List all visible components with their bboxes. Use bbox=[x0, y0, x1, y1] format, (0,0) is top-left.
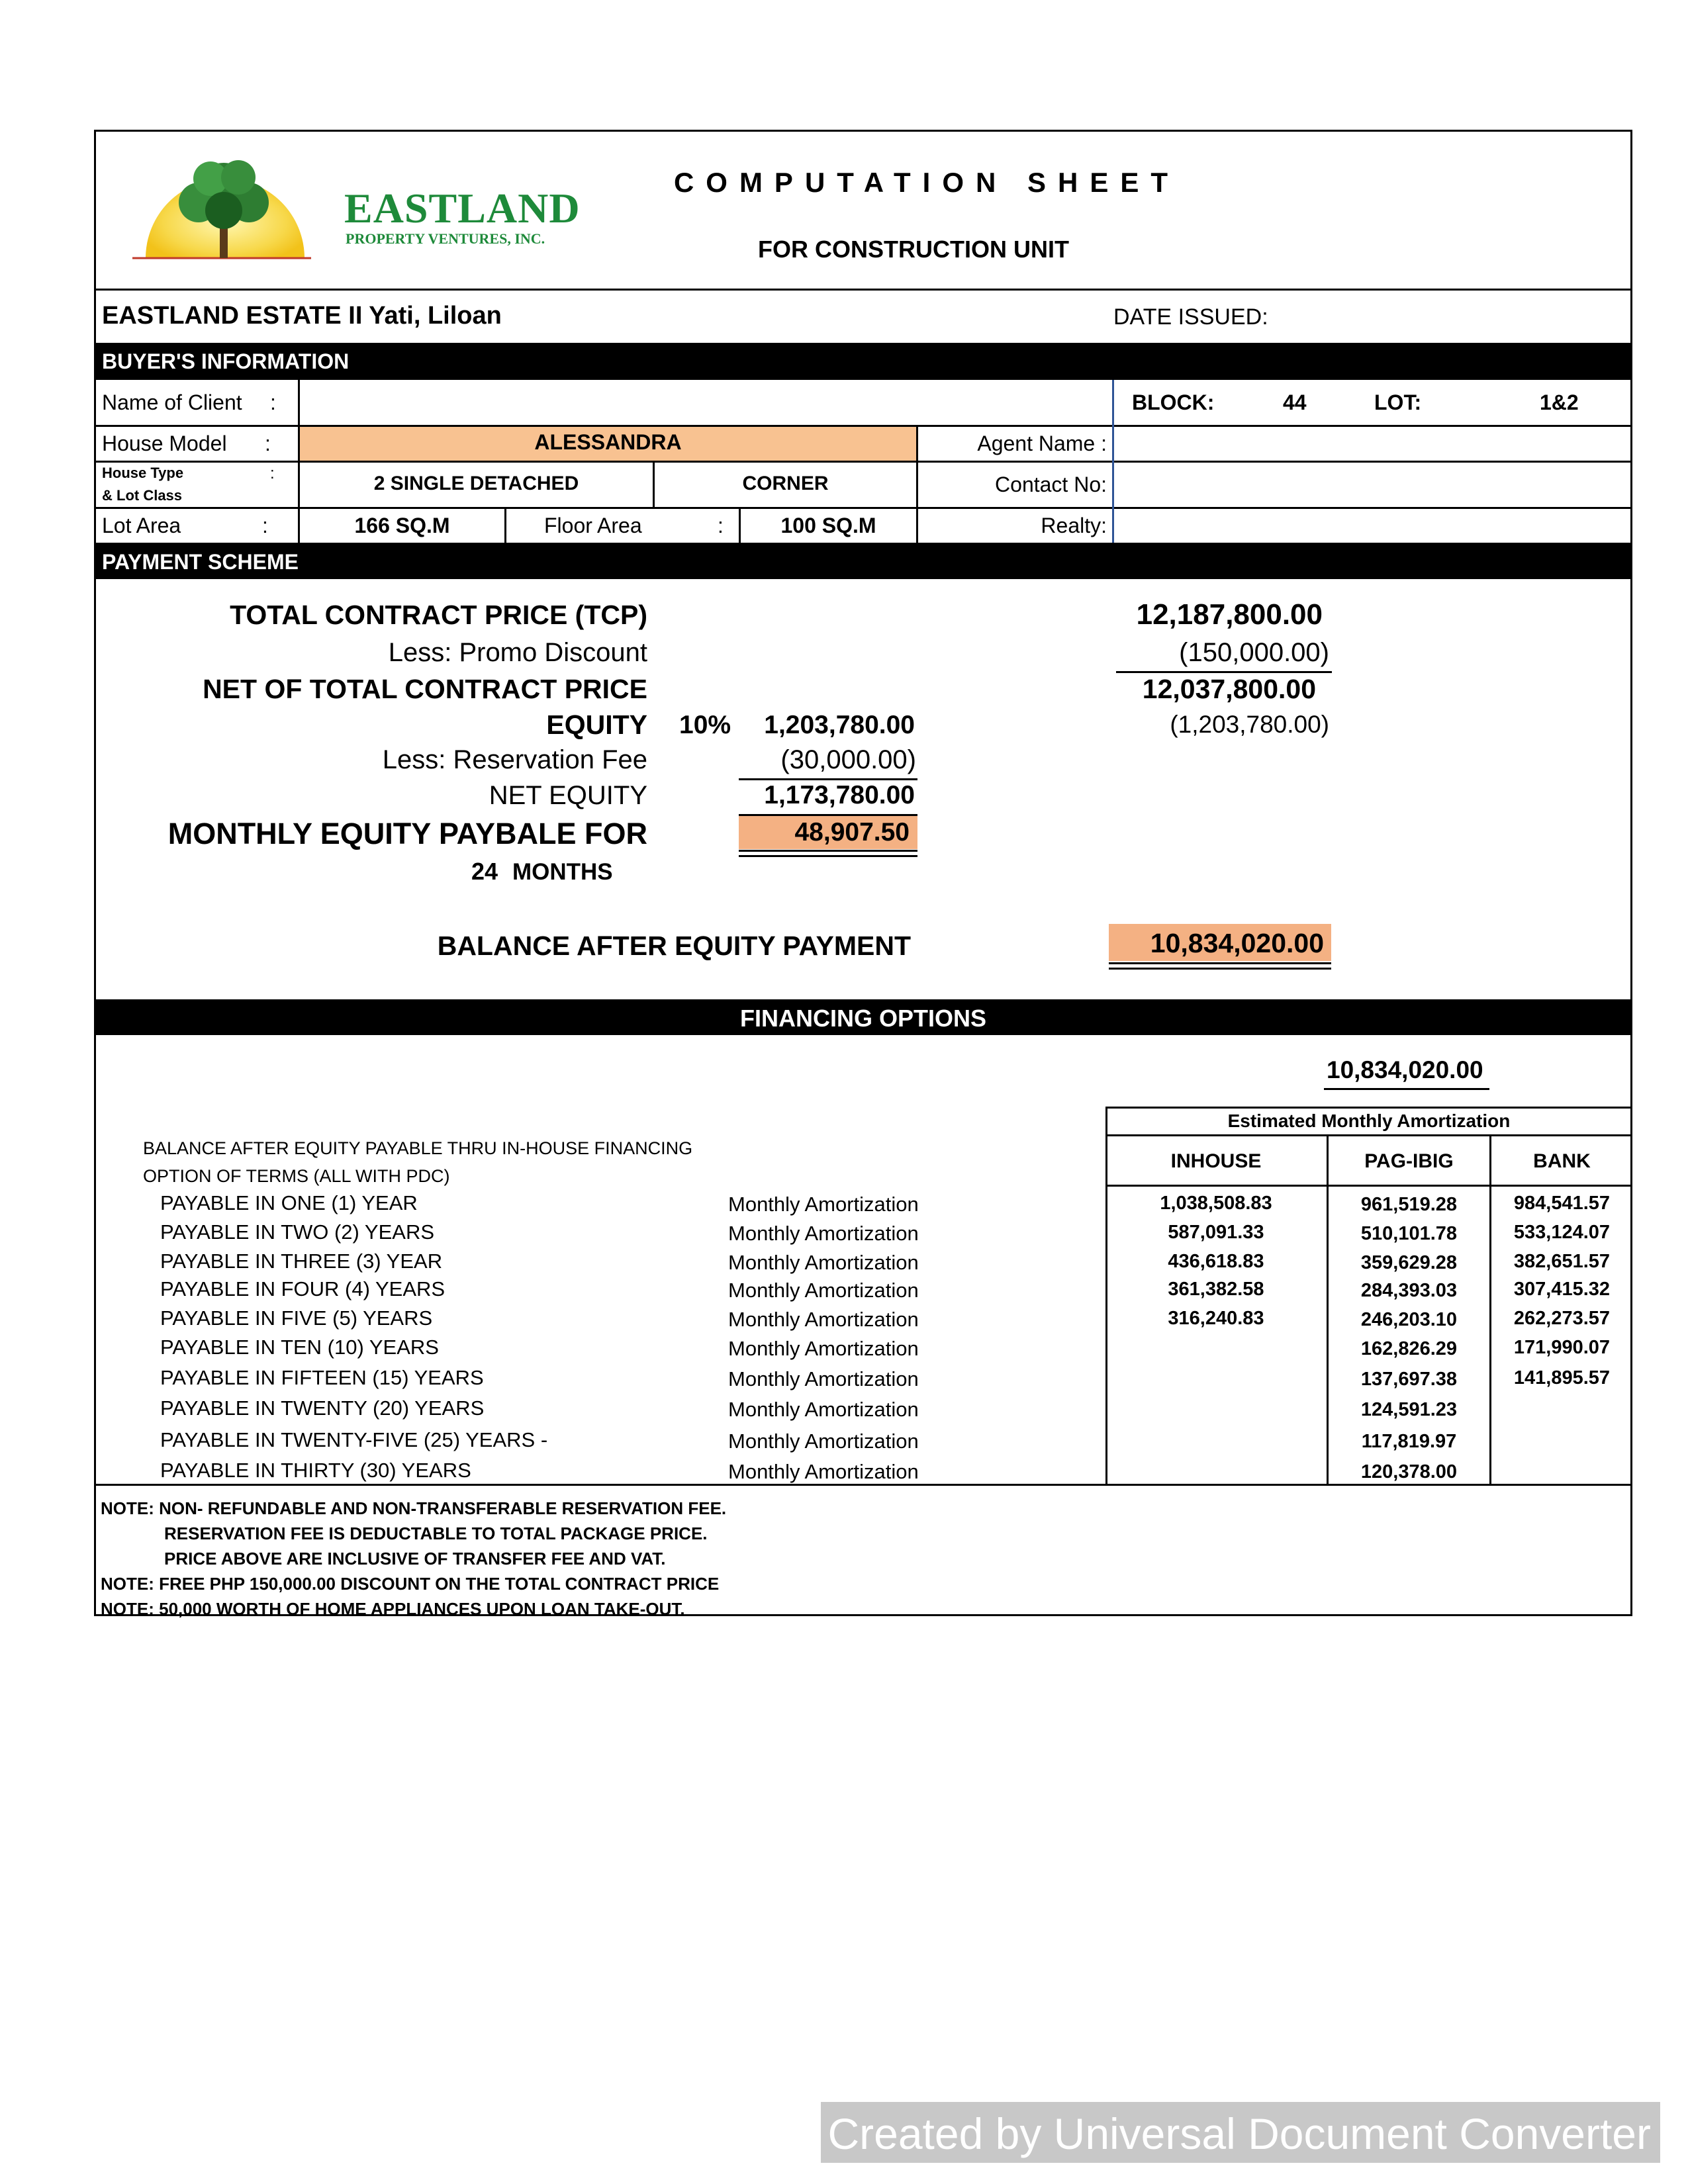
double-underline bbox=[739, 850, 917, 852]
grid-line bbox=[1112, 380, 1114, 543]
promo-label: Less: Promo Discount bbox=[388, 638, 647, 667]
pagibig-value: 117,819.97 bbox=[1361, 1431, 1457, 1452]
payment-scheme-header bbox=[94, 545, 1632, 579]
bank-value: 141,895.57 bbox=[1513, 1367, 1611, 1388]
block-value: 44 bbox=[1283, 390, 1307, 414]
equity-deduction: (1,203,780.00) bbox=[1170, 711, 1329, 738]
date-issued-label: DATE ISSUED: bbox=[1113, 304, 1268, 330]
note-line: NOTE: FREE PHP 150,000.00 DISCOUNT ON THE TOTAL CONTRACT PRICE bbox=[101, 1574, 720, 1594]
house-type-label: House Type bbox=[102, 465, 184, 481]
pagibig-value: 137,697.38 bbox=[1360, 1369, 1458, 1390]
term-label: PAYABLE IN FOUR (4) YEARS bbox=[160, 1277, 445, 1300]
inhouse-value: 316,240.83 bbox=[1168, 1308, 1264, 1329]
amortization-label: Monthly Amortization bbox=[728, 1222, 919, 1245]
project-name: EASTLAND ESTATE II Yati, Liloan bbox=[102, 302, 502, 330]
house-model-value: ALESSANDRA bbox=[534, 430, 682, 454]
inhouse-value: 1,038,508.83 bbox=[1160, 1193, 1272, 1214]
floor-area-value: 100 SQ.M bbox=[780, 514, 876, 537]
page-title: COMPUTATION SHEET bbox=[673, 167, 1180, 198]
net-equity-value: 1,173,780.00 bbox=[764, 781, 915, 809]
pagibig-value: 359,629.28 bbox=[1360, 1252, 1458, 1273]
inhouse-value: 361,382.58 bbox=[1168, 1279, 1264, 1300]
monthly-equity-label: MONTHLY EQUITY PAYBALE FOR bbox=[167, 817, 647, 850]
contact-field[interactable] bbox=[1116, 463, 1630, 504]
underline bbox=[1116, 671, 1332, 673]
watermark-text: Created by Universal Document Converter bbox=[827, 2109, 1651, 2158]
underline bbox=[1324, 1088, 1489, 1090]
net-equity-label: NET EQUITY bbox=[489, 781, 647, 810]
amortization-label: Monthly Amortization bbox=[728, 1398, 919, 1421]
house-model-label: House Model bbox=[102, 432, 227, 455]
agent-name-label: Agent Name : bbox=[977, 432, 1107, 455]
grid-line bbox=[1105, 1185, 1632, 1187]
note-line: NOTE: NON- REFUNDABLE AND NON-TRANSFERABLE RESERVATION FEE. bbox=[101, 1498, 727, 1518]
company-subtitle: PROPERTY VENTURES, INC. bbox=[346, 230, 545, 247]
double-underline bbox=[739, 855, 917, 857]
equity-label: EQUITY bbox=[546, 709, 647, 740]
bank-value: 984,541.57 bbox=[1513, 1193, 1611, 1214]
inhouse-value: 587,091.33 bbox=[1168, 1222, 1264, 1243]
lot-class-label: & Lot Class bbox=[102, 487, 183, 504]
bank-value: 262,273.57 bbox=[1513, 1308, 1611, 1329]
realty-label: Realty: bbox=[1041, 514, 1107, 537]
col-inhouse: INHOUSE bbox=[1170, 1150, 1262, 1172]
bank-value: 533,124.07 bbox=[1513, 1222, 1611, 1243]
term-label: PAYABLE IN THIRTY (30) YEARS bbox=[160, 1459, 471, 1482]
house-type-value: 2 SINGLE DETACHED bbox=[373, 473, 579, 494]
equity-percent: 10% bbox=[679, 711, 731, 739]
financing-balance: 10,834,020.00 bbox=[1327, 1056, 1483, 1083]
company-logo bbox=[132, 144, 344, 270]
pagibig-value: 124,591.23 bbox=[1360, 1399, 1458, 1420]
financing-options-header bbox=[94, 999, 1632, 1035]
net-tcp-label: NET OF TOTAL CONTRACT PRICE bbox=[203, 674, 647, 704]
block-label: BLOCK: bbox=[1132, 390, 1215, 414]
lot-class-value: CORNER bbox=[742, 473, 829, 494]
page-subtitle: FOR CONSTRUCTION UNIT bbox=[758, 236, 1069, 263]
note-line: NOTE: 50,000 WORTH OF HOME APPLIANCES UPON LOAN TAKE-OUT. bbox=[101, 1599, 685, 1619]
lot-area-label: Lot Area bbox=[102, 514, 181, 537]
colon: : bbox=[262, 514, 268, 537]
grid-line bbox=[94, 1484, 1632, 1486]
grid-line bbox=[1105, 1134, 1632, 1136]
amortization-label: Monthly Amortization bbox=[728, 1430, 919, 1453]
pagibig-value: 162,826.29 bbox=[1360, 1338, 1458, 1359]
bank-value: 307,415.32 bbox=[1513, 1279, 1611, 1300]
term-label: PAYABLE IN THREE (3) YEAR bbox=[160, 1250, 443, 1273]
realty-field[interactable] bbox=[1116, 510, 1630, 541]
grid-line bbox=[94, 507, 1632, 509]
col-bank: BANK bbox=[1533, 1150, 1591, 1172]
tree-logo-icon bbox=[132, 144, 344, 270]
colon: : bbox=[270, 465, 275, 482]
financing-intro-line1: BALANCE AFTER EQUITY PAYABLE THRU IN-HOUSE FINANCING bbox=[143, 1138, 693, 1158]
underline bbox=[739, 778, 917, 780]
grid-line bbox=[916, 425, 918, 543]
pagibig-value: 284,393.03 bbox=[1360, 1280, 1458, 1301]
client-name-field[interactable] bbox=[302, 383, 1109, 424]
pagibig-value: 961,519.28 bbox=[1360, 1194, 1458, 1215]
amortization-label: Monthly Amortization bbox=[728, 1193, 919, 1216]
double-underline bbox=[1109, 962, 1331, 964]
lot-area-value: 166 SQ.M bbox=[354, 514, 450, 537]
equity-value: 1,203,780.00 bbox=[764, 711, 915, 739]
colon: : bbox=[270, 390, 276, 414]
floor-area-label: Floor Area bbox=[544, 514, 642, 537]
term-label: PAYABLE IN FIFTEEN (15) YEARS bbox=[160, 1366, 484, 1389]
reservation-fee-label: Less: Reservation Fee bbox=[382, 745, 647, 774]
bank-value: 382,651.57 bbox=[1513, 1251, 1611, 1272]
buyer-info-header bbox=[94, 343, 1632, 380]
client-name-label: Name of Client bbox=[102, 390, 242, 414]
term-label: PAYABLE IN ONE (1) YEAR bbox=[160, 1191, 418, 1214]
financing-options-title: FINANCING OPTIONS bbox=[739, 1005, 986, 1032]
amortization-label: Monthly Amortization bbox=[728, 1308, 919, 1331]
grid-line bbox=[504, 507, 506, 543]
grid-line bbox=[94, 461, 1632, 463]
amortization-label: Monthly Amortization bbox=[728, 1367, 919, 1390]
term-label: PAYABLE IN TWO (2) YEARS bbox=[160, 1220, 435, 1244]
agent-name-field[interactable] bbox=[1116, 428, 1630, 459]
company-name: EASTLAND bbox=[344, 185, 581, 232]
months-count: 24 bbox=[471, 858, 498, 885]
pagibig-value: 120,378.00 bbox=[1360, 1461, 1458, 1482]
amortization-label: Monthly Amortization bbox=[728, 1460, 919, 1483]
double-underline bbox=[1109, 968, 1331, 970]
reservation-fee-value: (30,000.00) bbox=[780, 745, 916, 774]
note-line: PRICE ABOVE ARE INCLUSIVE OF TRANSFER FEE AND VAT. bbox=[164, 1549, 666, 1569]
lot-value: 1&2 bbox=[1540, 390, 1579, 414]
term-label: PAYABLE IN TEN (10) YEARS bbox=[160, 1336, 439, 1359]
colon: : bbox=[265, 432, 271, 455]
lot-label: LOT: bbox=[1374, 390, 1422, 414]
term-label: PAYABLE IN FIVE (5) YEARS bbox=[160, 1306, 433, 1330]
balance-label: BALANCE AFTER EQUITY PAYMENT bbox=[437, 931, 911, 961]
pagibig-value: 246,203.10 bbox=[1360, 1309, 1458, 1330]
tcp-value: 12,187,800.00 bbox=[1136, 598, 1323, 631]
amortization-label: Monthly Amortization bbox=[728, 1279, 919, 1302]
balance-value: 10,834,020.00 bbox=[1150, 928, 1324, 958]
promo-value: (150,000.00) bbox=[1179, 638, 1329, 667]
amortization-label: Monthly Amortization bbox=[728, 1337, 919, 1360]
watermark bbox=[821, 2102, 1660, 2163]
estimated-amortization-label: Estimated Monthly Amortization bbox=[1227, 1111, 1511, 1131]
col-pagibig: PAG-IBIG bbox=[1364, 1150, 1454, 1172]
inhouse-value: 436,618.83 bbox=[1168, 1251, 1264, 1272]
pagibig-value: 510,101.78 bbox=[1360, 1223, 1458, 1244]
payment-scheme-title: PAYMENT SCHEME bbox=[102, 550, 299, 574]
net-tcp-value: 12,037,800.00 bbox=[1142, 674, 1316, 704]
contact-label: Contact No: bbox=[995, 473, 1107, 496]
financing-intro-line2: OPTION OF TERMS (ALL WITH PDC) bbox=[143, 1166, 450, 1186]
tcp-label: TOTAL CONTRACT PRICE (TCP) bbox=[230, 600, 647, 630]
term-label: PAYABLE IN TWENTY-FIVE (25) YEARS - bbox=[160, 1428, 548, 1451]
buyer-info-title: BUYER'S INFORMATION bbox=[102, 349, 350, 373]
monthly-equity-value: 48,907.50 bbox=[794, 818, 910, 846]
amortization-label: Monthly Amortization bbox=[728, 1251, 919, 1274]
note-line: RESERVATION FEE IS DEDUCTABLE TO TOTAL PACKAGE PRICE. bbox=[164, 1524, 708, 1543]
colon: : bbox=[718, 514, 724, 537]
bank-value: 171,990.07 bbox=[1513, 1337, 1611, 1358]
term-label: PAYABLE IN TWENTY (20) YEARS bbox=[160, 1396, 485, 1420]
divider bbox=[94, 289, 1632, 291]
months-label: MONTHS bbox=[512, 859, 613, 885]
